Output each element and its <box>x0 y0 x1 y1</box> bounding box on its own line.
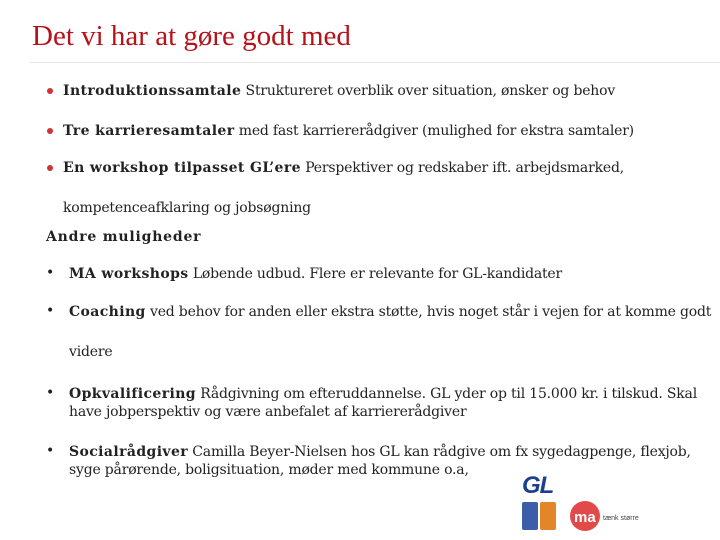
other-item <box>69 303 711 321</box>
other-text: Rådgivning om efteruddannelse. GL yder op til 15.000 kr. i tilskud. Skal <box>195 386 697 402</box>
other-text: ved behov for anden eller ekstra støtte, hvis noget står i vejen for at komme godt <box>145 304 712 320</box>
other-continuation: have jobperspektiv og være anbefalet af karriererådgiver <box>69 404 467 420</box>
other-continuation: syge pårørende, boligsituation, møder med kommune o.a, <box>69 462 469 478</box>
bullet-text: med fast karriererådgiver (mulighed for ekstra samtaler) <box>234 123 634 139</box>
other-item <box>69 265 562 283</box>
gl-tile-icon <box>522 502 538 530</box>
other-continuation: videre <box>69 344 113 360</box>
gl-tile-icon <box>540 502 556 530</box>
other-text: Camilla Beyer-Nielsen hos GL kan rådgive om fx sygedagpenge, flexjob, <box>188 444 691 460</box>
other-bold: Opkvalificering <box>69 386 196 402</box>
other-item <box>69 385 697 403</box>
other-bold: Coaching <box>69 304 146 320</box>
gl-logo-text: GL <box>522 472 554 499</box>
bullet-dot: • <box>46 265 55 281</box>
bullet-item <box>63 159 624 177</box>
bullet-text: Struktureret overblik over situation, ønsker og behov <box>241 83 616 99</box>
other-bold: Socialrådgiver <box>69 444 189 460</box>
bullet-continuation: kompetenceafklaring og jobsøgning <box>63 200 311 216</box>
svg-text:ma: ma <box>574 509 596 526</box>
title-divider <box>30 62 720 63</box>
gl-logo <box>522 474 560 534</box>
bullet-item <box>63 122 634 140</box>
bullet-dot <box>47 165 53 171</box>
ma-logo <box>568 500 673 534</box>
other-bold: MA workshops <box>69 266 189 282</box>
bullet-bold: En workshop tilpasset GL’ere <box>63 160 301 176</box>
ma-logo-icon <box>568 500 673 534</box>
other-item <box>69 443 691 461</box>
bullet-dot: • <box>46 443 55 459</box>
bullet-dot <box>47 88 53 94</box>
bullet-dot <box>47 128 53 134</box>
bullet-text: Perspektiver og redskaber ift. arbejdsmarked, <box>300 160 624 176</box>
bullet-dot: • <box>46 303 55 319</box>
ma-tagline: tænk større <box>603 515 639 522</box>
bullet-dot: • <box>46 385 55 401</box>
other-text: Løbende udbud. Flere er relevante for GL-kandidater <box>188 266 563 282</box>
slide-title: Det vi har at gøre godt med <box>32 20 351 52</box>
section-heading: Andre muligheder <box>46 229 202 245</box>
bullet-bold: Introduktionssamtale <box>63 83 242 99</box>
bullet-bold: Tre karrieresamtaler <box>63 123 235 139</box>
bullet-item <box>63 82 615 100</box>
